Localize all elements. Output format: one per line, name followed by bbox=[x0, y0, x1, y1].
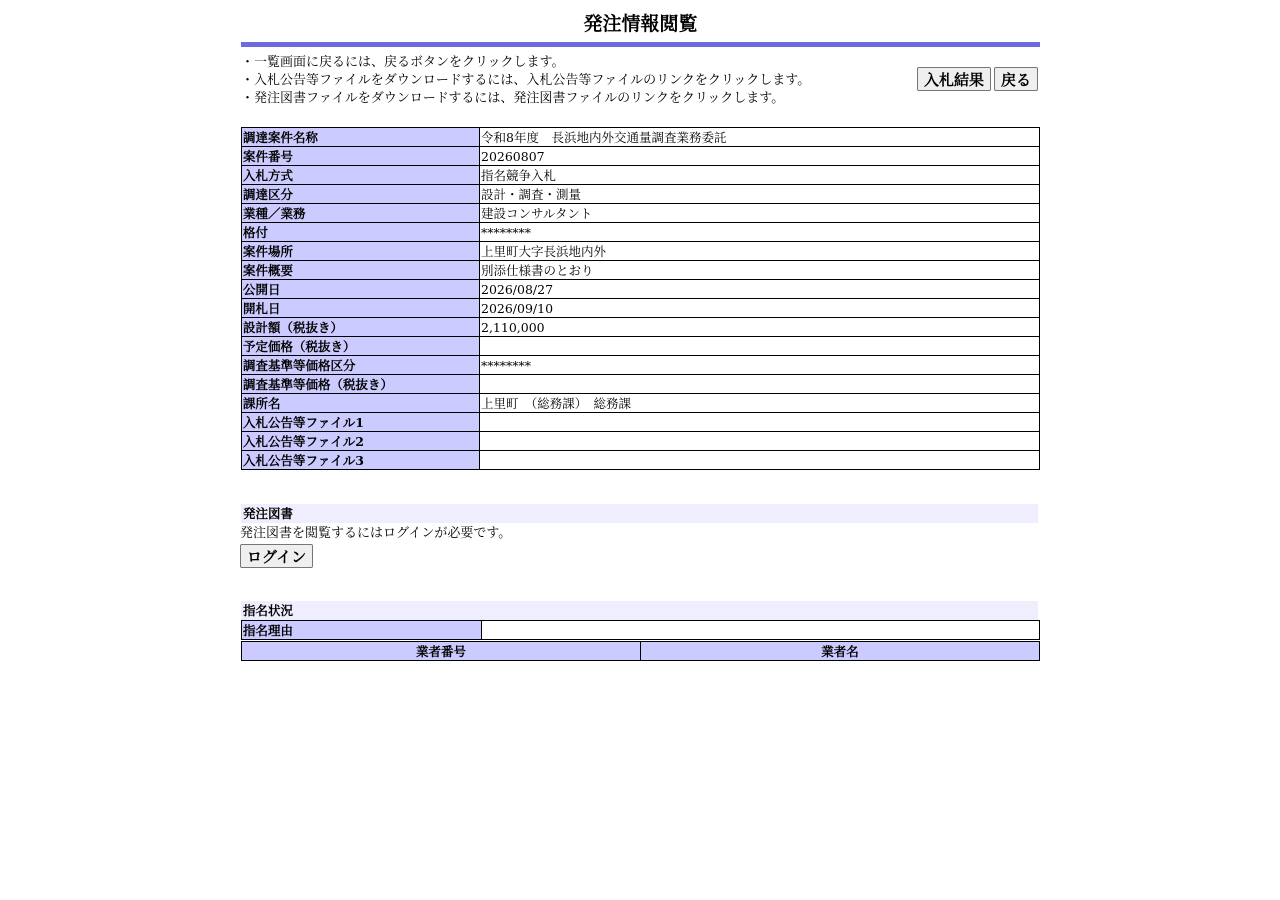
detail-row bbox=[242, 166, 1040, 185]
detail-value: 上里町 （総務課） 総務課 bbox=[480, 394, 1040, 413]
instruction-line: ・入札公告等ファイルをダウンロードするには、入札公告等ファイルのリンクをクリックします。 bbox=[241, 73, 811, 88]
vendor-header-row bbox=[242, 642, 1040, 661]
detail-row bbox=[242, 280, 1040, 299]
detail-value bbox=[480, 413, 1040, 432]
detail-row bbox=[242, 451, 1040, 470]
detail-label: 調達案件名称 bbox=[242, 128, 480, 147]
detail-label: 案件場所 bbox=[242, 242, 480, 261]
nomination-reason-table bbox=[241, 620, 1040, 640]
detail-value: 令和8年度 長浜地内外交通量調査業務委託 bbox=[480, 128, 1040, 147]
detail-value: 建設コンサルタント bbox=[480, 204, 1040, 223]
detail-value bbox=[480, 375, 1040, 394]
detail-row bbox=[242, 375, 1040, 394]
detail-row bbox=[242, 147, 1040, 166]
nomination-reason-row bbox=[242, 621, 1040, 640]
detail-value: 2,110,000 bbox=[480, 318, 1040, 337]
detail-label: 入札方式 bbox=[242, 166, 480, 185]
detail-value: ******** bbox=[480, 356, 1040, 375]
order-docs-heading: 発注図書 bbox=[241, 504, 1038, 523]
nomination-reason-label: 指名理由 bbox=[242, 621, 482, 640]
detail-value bbox=[480, 337, 1040, 356]
instructions bbox=[241, 54, 810, 108]
detail-value: 2026/08/27 bbox=[480, 280, 1040, 299]
detail-value: 2026/09/10 bbox=[480, 299, 1040, 318]
details-table bbox=[241, 127, 1040, 470]
detail-label: 調達区分 bbox=[242, 185, 480, 204]
detail-row bbox=[242, 242, 1040, 261]
instruction-line: ・発注図書ファイルをダウンロードするには、発注図書ファイルのリンクをクリックします。 bbox=[241, 91, 785, 106]
page-title: 発注情報閲覧 bbox=[583, 13, 698, 35]
back-button[interactable]: 戻る bbox=[994, 67, 1038, 91]
detail-value: 別添仕様書のとおり bbox=[480, 261, 1040, 280]
instruction-line: ・一覧画面に戻るには、戻るボタンをクリックします。 bbox=[241, 55, 565, 70]
detail-row bbox=[242, 337, 1040, 356]
vendor-name-header: 業者名 bbox=[641, 642, 1040, 661]
detail-row bbox=[242, 128, 1040, 147]
vendor-number-header: 業者番号 bbox=[242, 642, 641, 661]
detail-row bbox=[242, 394, 1040, 413]
detail-value: 設計・調査・測量 bbox=[480, 185, 1040, 204]
detail-row bbox=[242, 185, 1040, 204]
detail-label: 入札公告等ファイル1 bbox=[242, 413, 480, 432]
detail-label: 設計額（税抜き） bbox=[242, 318, 480, 337]
top-button-group bbox=[917, 67, 1038, 91]
detail-value bbox=[480, 432, 1040, 451]
detail-value bbox=[480, 451, 1040, 470]
bid-result-button[interactable]: 入札結果 bbox=[917, 67, 991, 91]
detail-label: 業種／業務 bbox=[242, 204, 480, 223]
detail-label: 開札日 bbox=[242, 299, 480, 318]
detail-label: 公開日 bbox=[242, 280, 480, 299]
detail-row bbox=[242, 356, 1040, 375]
nomination-heading: 指名状況 bbox=[241, 601, 1038, 620]
detail-label: 調査基準等価格区分 bbox=[242, 356, 480, 375]
detail-row bbox=[242, 204, 1040, 223]
detail-value: 20260807 bbox=[480, 147, 1040, 166]
detail-label: 案件番号 bbox=[242, 147, 480, 166]
detail-label: 予定価格（税抜き） bbox=[242, 337, 480, 356]
detail-row bbox=[242, 318, 1040, 337]
detail-label: 入札公告等ファイル3 bbox=[242, 451, 480, 470]
login-required-note: 発注図書を閲覧するにはログインが必要です。 bbox=[240, 526, 512, 541]
info-area bbox=[241, 47, 1040, 127]
detail-value: ******** bbox=[480, 223, 1040, 242]
detail-label: 調査基準等価格（税抜き） bbox=[242, 375, 480, 394]
nomination-reason-value bbox=[482, 621, 1040, 640]
detail-label: 課所名 bbox=[242, 394, 480, 413]
detail-row bbox=[242, 299, 1040, 318]
detail-row bbox=[242, 261, 1040, 280]
detail-row bbox=[242, 223, 1040, 242]
detail-value: 指名競争入札 bbox=[480, 166, 1040, 185]
page-container bbox=[241, 0, 1040, 661]
detail-value: 上里町大字長浜地内外 bbox=[480, 242, 1040, 261]
vendor-table bbox=[241, 641, 1040, 661]
detail-row bbox=[242, 432, 1040, 451]
detail-row bbox=[242, 413, 1040, 432]
detail-label: 入札公告等ファイル2 bbox=[242, 432, 480, 451]
detail-label: 案件概要 bbox=[242, 261, 480, 280]
login-button[interactable]: ログイン bbox=[240, 544, 313, 568]
detail-label: 格付 bbox=[242, 223, 480, 242]
